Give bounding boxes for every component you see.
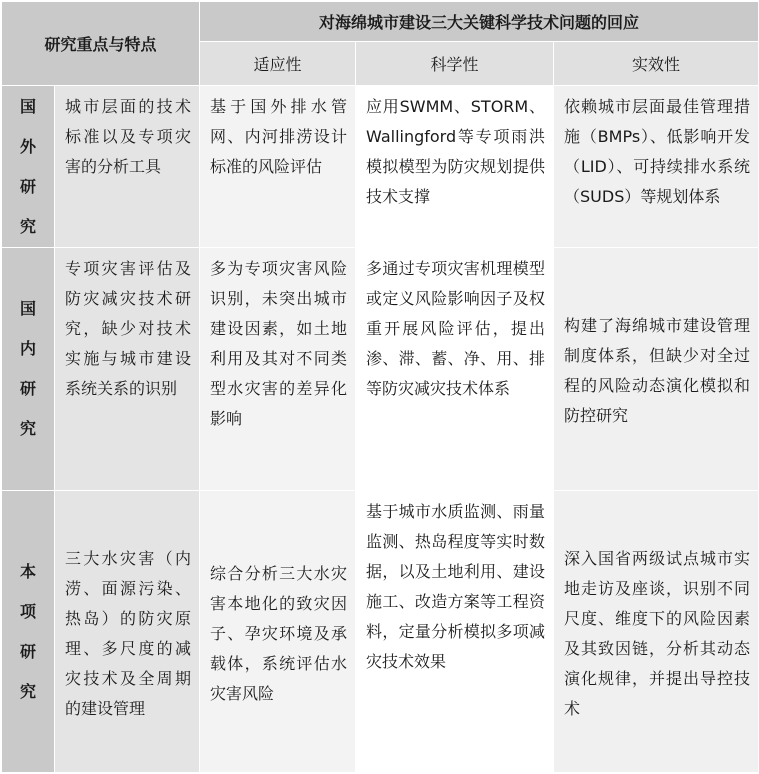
column-header-scientific: 科学性 [356,42,554,86]
row-label-char: 国 [19,96,36,116]
row-label-this-research [2,491,55,773]
row-label-char: 究 [19,216,36,236]
header-row-1 [2,2,759,42]
table-row [2,86,759,248]
row-label-char: 国 [19,299,36,318]
adaptability-cell: 综合分析三大水灾害本地化的致灾因子、孕灾环境及承载体，系统评估水灾害风险 [200,491,356,773]
row-label-domestic-research [2,248,55,491]
row-label-char: 外 [19,136,36,156]
effectiveness-cell: 深入国省两级试点城市实地走访及座谈，识别不同尺度、维度下的风险因素及其致因链，分析其动态演化规律，并提出导控技术 [554,491,759,773]
scientific-cell: 基于城市水质监测、雨量监测、热岛程度等实时数据，以及土地利用、建设施工、改造方案等工程资料，定量分析模拟多项减灾技术效果 [356,491,554,773]
effectiveness-cell: 构建了海绵城市建设管理制度体系，但缺少对全过程的风险动态演化模拟和防控研究 [554,248,759,491]
row-label-foreign-research [2,86,55,248]
feature-cell: 城市层面的技术标准以及专项灾害的分析工具 [55,86,200,248]
row-label-char: 研 [19,176,36,196]
row-label-char: 项 [19,601,36,621]
feature-cell: 三大水灾害（内涝、面源污染、热岛）的防灾原理、多尺度的减灾技术及全周期的建设管理 [55,491,200,773]
group-title-cell: 对海绵城市建设三大关键科学技术问题的回应 [200,2,759,42]
row-label-char: 研 [19,379,36,398]
table-row [2,248,759,491]
row-label-char: 内 [19,339,36,358]
row-label-char: 研 [19,641,36,661]
row-label-char: 究 [19,419,36,438]
effectiveness-cell: 依赖城市层面最佳管理措施（BMPs）、低影响开发（LID）、可持续排水系统（SUDS）等规划体系 [554,86,759,248]
table-row [2,491,759,773]
feature-cell: 专项灾害评估及防灾减灾技术研究，缺少对技术实施与城市建设系统关系的识别 [55,248,200,491]
scientific-cell: 应用SWMM、STORM、Wallingford等专项雨洪模拟模型为防灾规划提供技术支撑 [356,86,554,248]
row-label-char: 本 [19,561,36,581]
corner-header-cell: 研究重点与特点 [2,2,200,86]
research-comparison-table [1,1,759,773]
column-header-effectiveness: 实效性 [554,42,759,86]
column-header-adaptability: 适应性 [200,42,356,86]
adaptability-cell: 多为专项灾害风险识别，未突出城市建设因素，如土地利用及其对不同类型水灾害的差异化影响 [200,248,356,491]
adaptability-cell: 基于国外排水管网、内河排涝设计标准的风险评估 [200,86,356,248]
scientific-cell: 多通过专项灾害机理模型或定义风险影响因子及权重开展风险评估，提出渗、滞、蓄、净、用、排等防灾减灾技术体系 [356,248,554,491]
row-label-char: 究 [19,681,36,701]
research-comparison-table-container [1,1,758,773]
